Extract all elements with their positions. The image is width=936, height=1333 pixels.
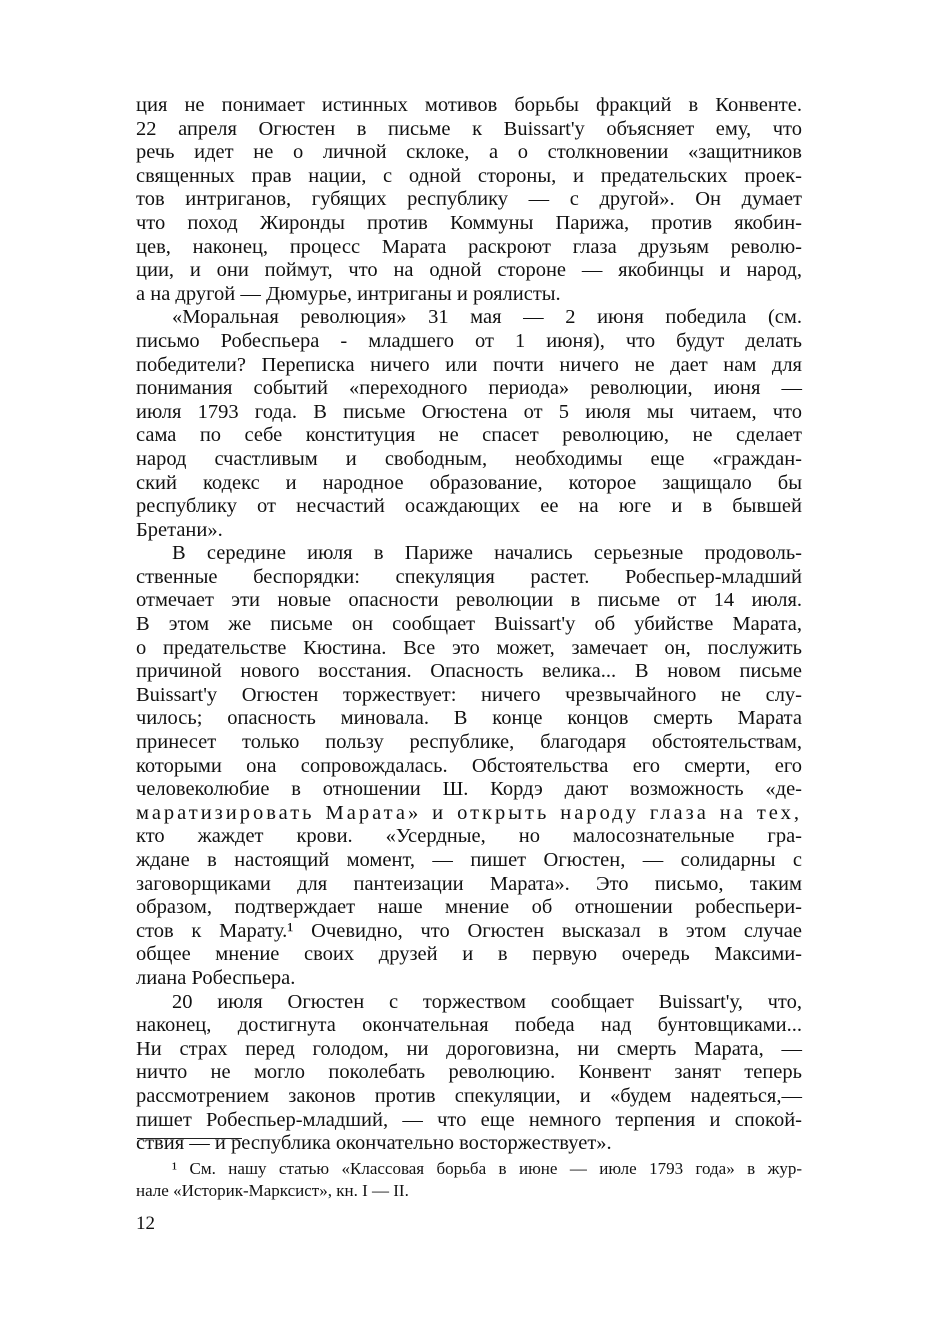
text-line: Ни страх перед голодом, ни дороговизна, ни смерть Марата, —	[136, 1037, 802, 1060]
footnote-line: ¹ См. нашу статью «Классовая борьба в июне — июле 1793 года» в жур-	[172, 1159, 802, 1178]
text-line: республику от несчастий осаждающих ее на юге и в бывшей	[136, 495, 802, 518]
text-line: ственные беспорядки: спекуляция растет. Робеспьер-младший	[136, 565, 802, 588]
text-line: о предательстве Кюстина. Все это может, замечает он, послужить	[136, 636, 802, 659]
text-line: понимания событий «переходного периода» революции, июня —	[136, 377, 802, 400]
text-line: общее мнение своих друзей и в первую очередь Максими-	[136, 943, 802, 966]
footnote-divider	[137, 1138, 242, 1139]
footnote-line: нале «Историк-Марксист», кн. I — II.	[136, 1181, 409, 1200]
text-line: ждане в настоящий момент, — пишет Огюстен, — солидарны с	[136, 849, 802, 871]
text-line: победители? Переписка ничего или почти ничего не дает нам для	[136, 353, 802, 376]
text-line: священных прав нации, с одной стороны, и предательских проек-	[136, 164, 802, 187]
text-line: ничто не могло поколебать революцию. Конвент занят теперь	[136, 1061, 802, 1084]
text-line: заговорщиками для пантеизации Марата». Это письмо, таким	[136, 872, 802, 895]
text-line: рассмотрением законов против спекуляции, и «будем надеяться,—	[136, 1084, 802, 1107]
text-line: письмо Робеспьера - младшего от 1 июня), что будут делать	[136, 329, 802, 352]
main-text	[136, 94, 802, 1156]
text-line: что поход Жиронды против Коммуны Парижа, против якобин-	[136, 211, 802, 234]
text-line: сама по себе конституция не спасет революцию, не сделает	[136, 424, 802, 447]
text-line: В середине июля в Париже начались серьезные продоволь-	[172, 542, 802, 565]
text-line: тов интриганов, губящих республику — с другой». Он думает	[136, 188, 802, 211]
text-line: кто жаждет крови. «Усердные, но малосознательные гра-	[136, 825, 802, 848]
text-line: образом, подтверждает наше мнение об отношении робеспьери-	[136, 896, 802, 919]
text-line: человеколюбие в отношении Ш. Кордэ дают возможность «де-	[136, 778, 802, 801]
text-line: ский кодекс и народное образование, которое защищало бы	[136, 471, 802, 494]
text-line: В этом же письме он сообщает Buissart'у об убийстве Марата,	[136, 613, 802, 636]
text-line: июля 1793 года. В письме Огюстена от 5 июля мы читаем, что	[136, 400, 802, 423]
text-line: стов к Марату.¹ Очевидно, что Огюстен высказал в этом случае	[136, 919, 802, 942]
text-line: ции, и они поймут, что на одной стороне — якобинцы и народ,	[136, 259, 802, 282]
text-line: а на другой — Дюмурье, интриганы и роялисты.	[136, 282, 561, 305]
text-line: «Моральная революция» 31 мая — 2 июня победила (см.	[172, 306, 802, 329]
text-line: отмечает эти новые опасности революции в письме от 14 июля.	[136, 589, 802, 612]
page-number: 12	[136, 1213, 155, 1234]
text-line: принесет только пользу республике, благодаря обстоятельствам,	[136, 731, 802, 754]
text-line: 22 апреля Огюстен в письме к Buissart'у объясняет ему, что	[136, 117, 802, 140]
text-line: ствия — и республика окончательно восторжествует».	[136, 1132, 612, 1155]
text-line: причиной нового восстания. Опасность велика... В новом письме	[136, 660, 802, 683]
text-line: цев, наконец, процесс Марата раскроют глаза друзьям револю-	[136, 235, 802, 258]
text-line: речь идет не о личной склоке, а о столкновении «защитников	[136, 141, 802, 164]
text-line: наконец, достигнута окончательная победа над бунтовщиками...	[136, 1014, 802, 1037]
text-line: лиана Робеспьера.	[136, 966, 296, 989]
text-line: которыми она сопровождалась. Обстоятельства его смерти, его	[136, 754, 802, 777]
text-line: 20 июля Огюстен с торжеством сообщает Buissart'у, что,	[172, 990, 802, 1013]
text-line: Buissart'у Огюстен торжествует: ничего чрезвычайного не слу-	[136, 683, 802, 706]
text-line: народ счастливым и свободным, необходимы еще «граждан-	[136, 447, 802, 470]
text-line: ция не понимает истинных мотивов борьбы фракций в Конвенте.	[136, 94, 802, 116]
text-line: Бретани».	[136, 518, 223, 541]
text-line: маратизировать Марата» и открыть народу глаза на тех,	[136, 801, 802, 824]
text-line: чилось; опасность миновала. В конце концов смерть Марата	[136, 707, 802, 730]
text-line: пишет Робеспьер-младший, — что еще немного терпения и спокой-	[136, 1108, 802, 1131]
footnote	[136, 1158, 802, 1202]
